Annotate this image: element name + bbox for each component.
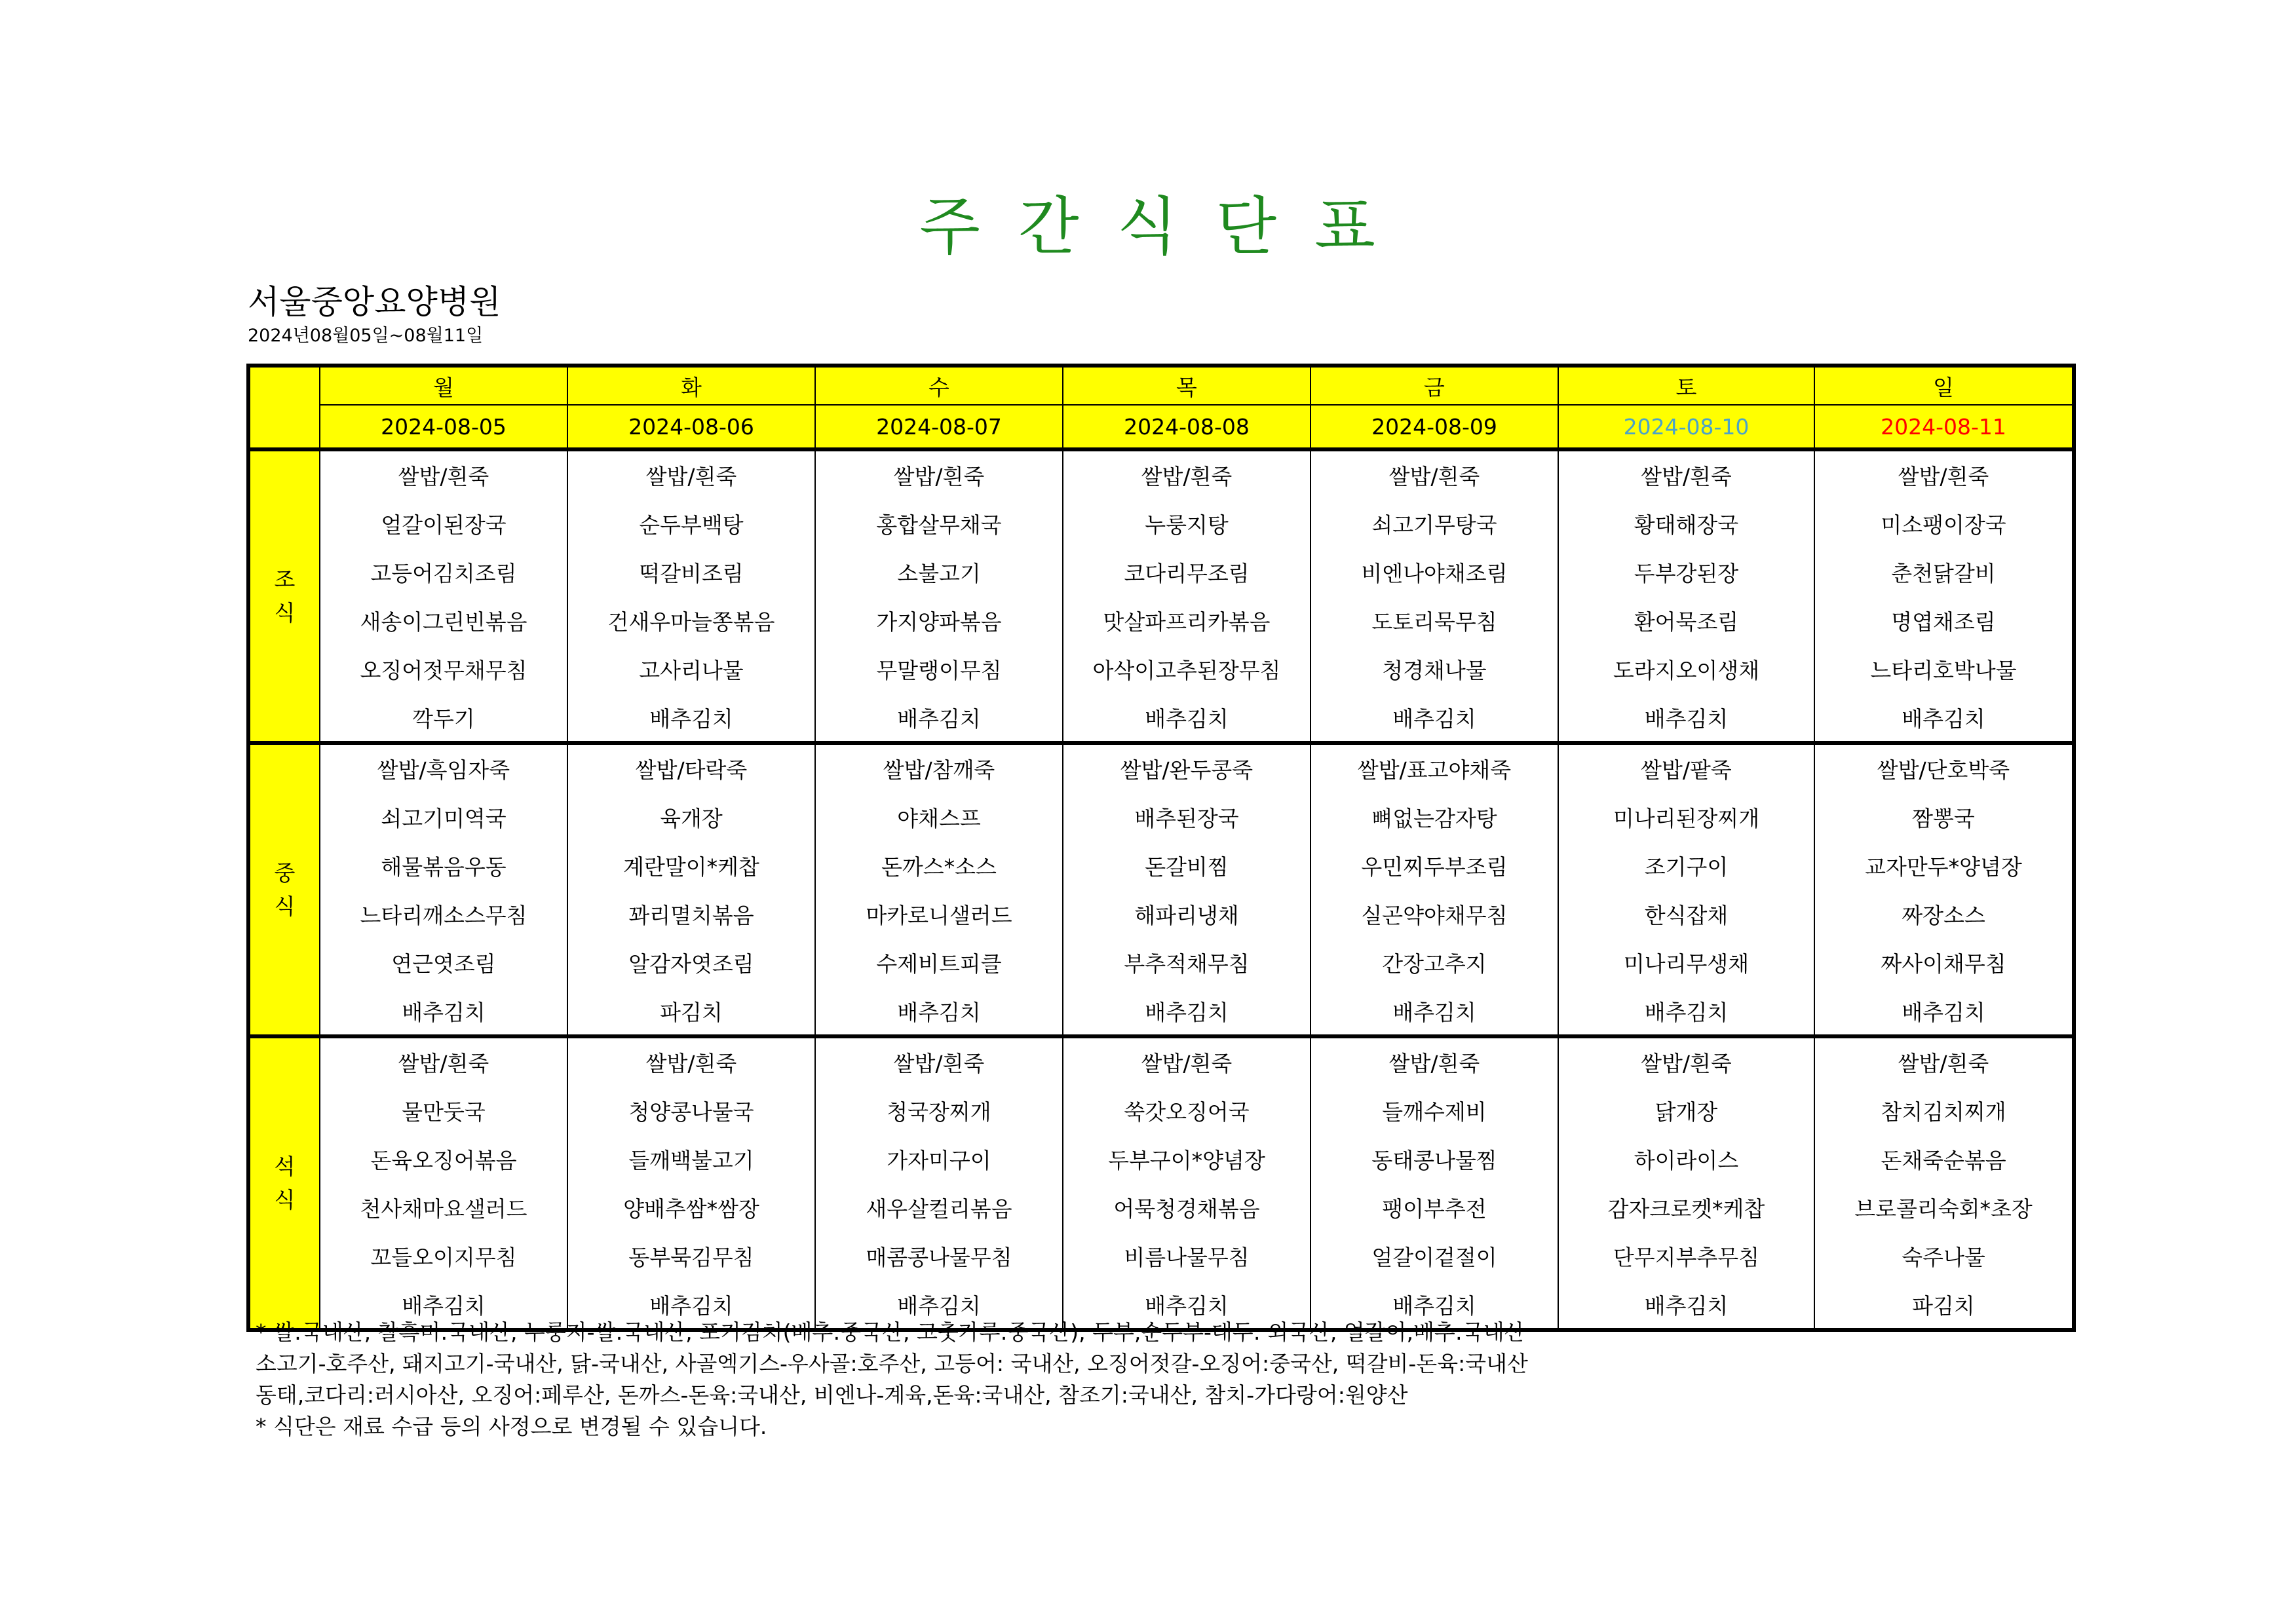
menu-item: 쌀밥/팥죽 [1558,743,1814,793]
menu-item: 청양콩나물국 [567,1086,815,1135]
menu-row [248,743,2074,793]
date-header-saturday: 2024-08-10 [1558,405,1814,449]
menu-item: 떡갈비조림 [567,548,815,596]
menu-item: 파김치 [1814,1280,2074,1330]
menu-item: 순두부백탕 [567,499,815,548]
menu-item: 조기구이 [1558,841,1814,890]
menu-item: 고사리나물 [567,645,815,693]
menu-item: 동부묵김무침 [567,1232,815,1280]
menu-item: 부추적채무침 [1063,938,1311,987]
menu-item: 가자미구이 [815,1135,1063,1183]
menu-item: 팽이부추전 [1311,1183,1558,1232]
menu-item: 배추김치 [1311,987,1558,1036]
menu-row [248,1036,2074,1086]
menu-item: 뼈없는감자탕 [1311,793,1558,841]
day-header: 수 [815,366,1063,405]
meal-label: 중 식 [248,743,320,1036]
menu-row [248,548,2074,596]
menu-item: 짬뽕국 [1814,793,2074,841]
meal-label: 조 식 [248,449,320,743]
note-line: 소고기-호주산, 돼지고기-국내산, 닭-국내산, 사골엑기스-우사골:호주산, 고등어: 국내산, 오징어젓갈-오징어:중국산, 떡갈비-돈육:국내산 [256,1351,1528,1376]
title-char: 식 [1117,190,1179,263]
menu-item: 돈육오징어볶음 [320,1135,567,1183]
menu-item: 쌀밥/흰죽 [567,449,815,499]
menu-item: 수제비트피클 [815,938,1063,987]
menu-item: 돈채죽순볶음 [1814,1135,2074,1183]
menu-item: 배추된장국 [1063,793,1311,841]
menu-item: 도라지오이생채 [1558,645,1814,693]
menu-item: 돈까스*소스 [815,841,1063,890]
menu-item: 쌀밥/흰죽 [1311,449,1558,499]
menu-item: 쌀밥/흰죽 [320,1036,567,1086]
menu-item: 가지양파볶음 [815,596,1063,645]
menu-item: 느타리깨소스무침 [320,890,567,938]
menu-item: 고등어김치조림 [320,548,567,596]
menu-item: 새우살컬리볶음 [815,1183,1063,1232]
menu-item: 우민찌두부조림 [1311,841,1558,890]
menu-item: 청국장찌개 [815,1086,1063,1135]
menu-item: 쑥갓오징어국 [1063,1086,1311,1135]
menu-item: 배추김치 [815,987,1063,1036]
menu-item: 꼬들오이지무침 [320,1232,567,1280]
menu-item: 배추김치 [815,1280,1063,1330]
menu-item: 해물볶음우동 [320,841,567,890]
menu-item: 쌀밥/흰죽 [1558,449,1814,499]
menu-item: 교자만두*양념장 [1814,841,2074,890]
menu-item: 두부구이*양념장 [1063,1135,1311,1183]
menu-item: 쌀밥/단호박죽 [1814,743,2074,793]
menu-item: 배추김치 [567,1280,815,1330]
menu-item: 어묵청경채볶음 [1063,1183,1311,1232]
header-corner [248,366,320,449]
menu-row [248,793,2074,841]
menu-item: 얼갈이된장국 [320,499,567,548]
menu-item: 육개장 [567,793,815,841]
title-char: 간 [1018,190,1081,263]
menu-item: 마카로니샐러드 [815,890,1063,938]
menu-item: 배추김치 [1558,693,1814,743]
menu-item: 파김치 [567,987,815,1036]
menu-item: 배추김치 [320,987,567,1036]
menu-item: 실곤약야채무침 [1311,890,1558,938]
menu-item: 미나리된장찌개 [1558,793,1814,841]
date-header: 2024-08-05 [320,405,567,449]
hospital-name: 서울중앙요양병원 [248,283,501,321]
title-char: 표 [1314,190,1377,263]
day-header: 화 [567,366,815,405]
day-header: 월 [320,366,567,405]
menu-body [248,449,2074,1330]
menu-item: 쌀밥/흰죽 [1814,449,2074,499]
menu-item: 도토리묵무침 [1311,596,1558,645]
menu-item: 비엔나야채조림 [1311,548,1558,596]
menu-item: 쌀밥/흰죽 [320,449,567,499]
title-char: 단 [1215,190,1278,263]
menu-row [248,693,2074,743]
menu-item: 배추김치 [1063,987,1311,1036]
menu-item: 닭개장 [1558,1086,1814,1135]
menu-item: 맛살파프리카볶음 [1063,596,1311,645]
menu-item: 배추김치 [1063,693,1311,743]
date-header-row [248,405,2074,449]
note-line: 동태,코다리:러시아산, 오징어:페루산, 돈까스-돈육:국내산, 비엔나-계육,돈육:국내산, 참조기:국내산, 참치-가다랑어:원양산 [256,1382,1408,1408]
menu-item: 하이라이스 [1558,1135,1814,1183]
menu-item: 춘천닭갈비 [1814,548,2074,596]
menu-item: 브로콜리숙회*초장 [1814,1183,2074,1232]
menu-row [248,1135,2074,1183]
menu-item: 쌀밥/흑임자죽 [320,743,567,793]
menu-period: 2024년08월05일~08월11일 [248,326,484,346]
menu-item: 감자크로켓*케찹 [1558,1183,1814,1232]
menu-item: 미소팽이장국 [1814,499,2074,548]
menu-item: 꽈리멸치볶음 [567,890,815,938]
date-header: 2024-08-08 [1063,405,1311,449]
menu-item: 짜사이채무침 [1814,938,2074,987]
menu-item: 얼갈이겉절이 [1311,1232,1558,1280]
menu-item: 쌀밥/흰죽 [1558,1036,1814,1086]
note-line: * 쌀:국내산, 찰흑미:국내산, 누룽지-쌀:국내산, 포기김치(배추:중국산, 고춧가루:중국산), 두부,순두부-대두: 외국산, 얼갈이,배추:국내산 [256,1319,1525,1345]
menu-item: 청경채나물 [1311,645,1558,693]
date-header: 2024-08-09 [1311,405,1558,449]
menu-item: 환어묵조림 [1558,596,1814,645]
menu-item: 배추김치 [1063,1280,1311,1330]
menu-item: 쌀밥/흰죽 [1063,449,1311,499]
menu-item: 느타리호박나물 [1814,645,2074,693]
day-header: 금 [1311,366,1558,405]
menu-item: 들깨백불고기 [567,1135,815,1183]
menu-item: 배추김치 [320,1280,567,1330]
menu-item: 쌀밥/흰죽 [1814,1036,2074,1086]
menu-item: 비름나물무침 [1063,1232,1311,1280]
menu-item: 양배추쌈*쌈장 [567,1183,815,1232]
menu-row [248,938,2074,987]
date-header: 2024-08-07 [815,405,1063,449]
menu-item: 배추김치 [1814,987,2074,1036]
menu-item: 새송이그린빈볶음 [320,596,567,645]
weekly-menu-table [246,364,2076,1332]
menu-item: 매콤콩나물무침 [815,1232,1063,1280]
day-header: 목 [1063,366,1311,405]
menu-item: 누룽지탕 [1063,499,1311,548]
menu-item: 배추김치 [815,693,1063,743]
menu-item: 배추김치 [567,693,815,743]
menu-row [248,449,2074,499]
menu-row [248,1086,2074,1135]
menu-item: 배추김치 [1814,693,2074,743]
menu-row [248,987,2074,1036]
menu-item: 쌀밥/타락죽 [567,743,815,793]
menu-item: 아삭이고추된장무침 [1063,645,1311,693]
menu-item: 물만둣국 [320,1086,567,1135]
day-header-row [248,366,2074,405]
menu-item: 야채스프 [815,793,1063,841]
note-line: * 식단은 재료 수급 등의 사정으로 변경될 수 있습니다. [256,1414,767,1439]
menu-item: 천사채마요샐러드 [320,1183,567,1232]
menu-item: 쌀밥/흰죽 [1311,1036,1558,1086]
menu-row [248,1183,2074,1232]
menu-item: 코다리무조림 [1063,548,1311,596]
menu-item: 두부강된장 [1558,548,1814,596]
menu-item: 단무지부추무침 [1558,1232,1814,1280]
menu-item: 쌀밥/흰죽 [1063,1036,1311,1086]
meal-label: 석 식 [248,1036,320,1330]
menu-item: 미나리무생채 [1558,938,1814,987]
menu-item: 명엽채조림 [1814,596,2074,645]
menu-item: 참치김치찌개 [1814,1086,2074,1135]
menu-item: 깍두기 [320,693,567,743]
menu-row [248,1232,2074,1280]
menu-item: 해파리냉채 [1063,890,1311,938]
menu-item: 배추김치 [1311,1280,1558,1330]
menu-item: 돈갈비찜 [1063,841,1311,890]
menu-item: 동태콩나물찜 [1311,1135,1558,1183]
menu-item: 배추김치 [1558,987,1814,1036]
menu-item: 쇠고기무탕국 [1311,499,1558,548]
page-title [0,190,2296,263]
menu-item: 배추김치 [1558,1280,1814,1330]
menu-item: 건새우마늘쫑볶음 [567,596,815,645]
menu-item: 무말랭이무침 [815,645,1063,693]
menu-item: 배추김치 [1311,693,1558,743]
menu-item: 홍합살무채국 [815,499,1063,548]
menu-item: 연근엿조림 [320,938,567,987]
menu-item: 쌀밥/흰죽 [567,1036,815,1086]
title-char: 주 [919,190,982,263]
menu-item: 황태해장국 [1558,499,1814,548]
menu-item: 한식잡채 [1558,890,1814,938]
menu-item: 오징어젓무채무침 [320,645,567,693]
menu-row [248,841,2074,890]
date-header: 2024-08-06 [567,405,815,449]
menu-item: 쌀밥/표고야채죽 [1311,743,1558,793]
menu-item: 간장고추지 [1311,938,1558,987]
menu-item: 쌀밥/흰죽 [815,1036,1063,1086]
menu-item: 짜장소스 [1814,890,2074,938]
menu-item: 소불고기 [815,548,1063,596]
menu-item: 알감자엿조림 [567,938,815,987]
menu-row [248,890,2074,938]
menu-row [248,499,2074,548]
day-header: 일 [1814,366,2074,405]
menu-item: 계란말이*케찹 [567,841,815,890]
menu-row [248,596,2074,645]
notes [256,1317,1528,1443]
menu-item: 쌀밥/완두콩죽 [1063,743,1311,793]
menu-item: 쌀밥/흰죽 [815,449,1063,499]
menu-item: 들깨수제비 [1311,1086,1558,1135]
menu-item: 쇠고기미역국 [320,793,567,841]
menu-item: 숙주나물 [1814,1232,2074,1280]
menu-item: 쌀밥/참깨죽 [815,743,1063,793]
date-header-sunday: 2024-08-11 [1814,405,2074,449]
day-header: 토 [1558,366,1814,405]
menu-row [248,645,2074,693]
